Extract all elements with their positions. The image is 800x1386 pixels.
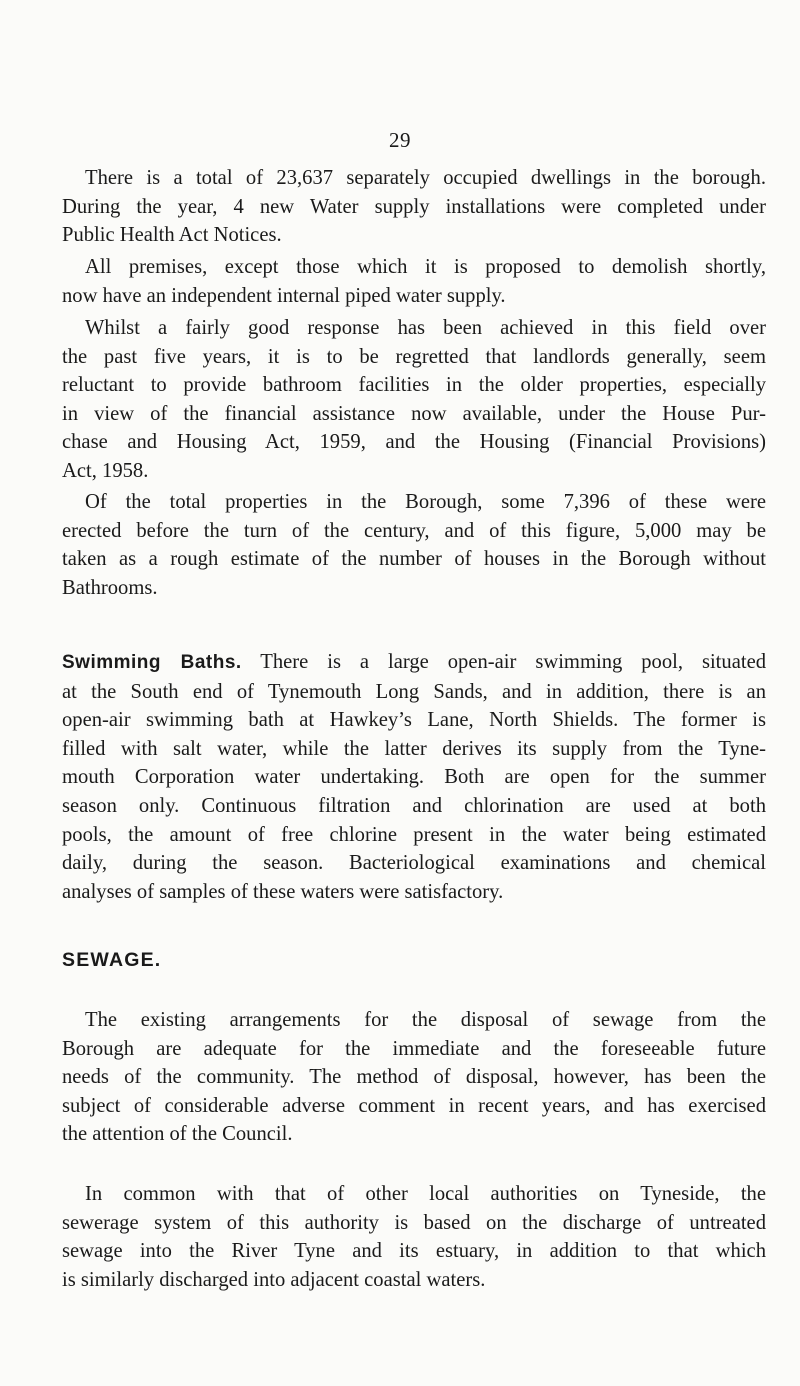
paragraph-dwellings — [62, 164, 766, 250]
text-line: reluctant to provide bathroom facilities in the older properties, especially — [62, 374, 766, 397]
text-line: subject of considerable adverse comment in recent years, and has exercised — [62, 1094, 766, 1117]
text-line: The existing arrangements for the disposal of sewage from the — [85, 1009, 766, 1031]
text-line: Public Health Act Notices. — [62, 224, 282, 247]
text-line: at the South end of Tynemouth Long Sands, and in addition, there is an — [62, 680, 766, 703]
paragraph-response — [62, 314, 766, 486]
text-line: sewage into the River Tyne and its estuary, in addition to that which — [62, 1240, 766, 1263]
paragraph-sewage-arrangements — [62, 1006, 766, 1149]
paragraph-sewerage-system — [62, 1180, 766, 1294]
text-line: Borough are adequate for the immediate and the foreseeable future — [62, 1037, 766, 1060]
text-line: is similarly discharged into adjacent coastal waters. — [62, 1268, 486, 1291]
text-line: open-air swimming bath at Hawkey’s Lane, North Shields. The former is — [62, 709, 766, 732]
text-line: filled with salt water, while the latter derives its supply from the Tyne- — [62, 737, 766, 760]
paragraph-properties — [62, 488, 766, 602]
text-line — [62, 648, 766, 678]
swimming-first-line: There is a large open-air swimming pool, situated — [260, 651, 767, 673]
text-line: mouth Corporation water undertaking. Both are open for the summer — [62, 766, 766, 789]
text-line: needs of the community. The method of disposal, however, has been the — [62, 1066, 766, 1089]
text-line: sewerage system of this authority is based on the discharge of untreated — [62, 1211, 766, 1234]
text-line: During the year, 4 new Water supply installations were completed under — [62, 195, 766, 218]
text-line: the past five years, it is to be regretted that landlords generally, seem — [62, 345, 766, 368]
text-line: analyses of samples of these waters were satisfactory. — [62, 880, 504, 903]
text-line: the attention of the Council. — [62, 1123, 293, 1146]
text-line: Act, 1958. — [62, 459, 149, 482]
sewage-heading: SEWAGE. — [62, 949, 162, 971]
text-line: now have an independent internal piped water supply. — [62, 284, 506, 307]
text-line: daily, during the season. Bacteriological examinations and chemical — [62, 852, 766, 875]
text-line: Whilst a fairly good response has been achieved in this field over — [85, 317, 766, 339]
text-line: chase and Housing Act, 1959, and the Housing (Financial Provisions) — [62, 431, 766, 454]
text-line: season only. Continuous filtration and chlorination are used at both — [62, 794, 766, 817]
text-line: in view of the financial assistance now available, under the House Pur- — [62, 402, 766, 425]
text-line: In common with that of other local authorities on Tyneside, the — [85, 1183, 766, 1205]
text-line: taken as a rough estimate of the number of houses in the Borough without — [62, 548, 766, 571]
text-line: All premises, except those which it is proposed to demolish shortly, — [85, 256, 766, 278]
paragraph-premises — [62, 253, 766, 310]
paragraph-swimming-baths — [62, 648, 766, 906]
text-line: pools, the amount of free chlorine present in the water being estimated — [62, 823, 766, 846]
swimming-baths-heading: Swimming Baths. — [62, 652, 242, 673]
text-line: Of the total properties in the Borough, some 7,396 of these were — [85, 491, 766, 513]
text-line: Bathrooms. — [62, 576, 158, 599]
text-line: erected before the turn of the century, and of this figure, 5,000 may be — [62, 519, 766, 542]
page-number: 29 — [389, 128, 411, 152]
text-line: There is a total of 23,637 separately occupied dwellings in the borough. — [85, 167, 766, 189]
